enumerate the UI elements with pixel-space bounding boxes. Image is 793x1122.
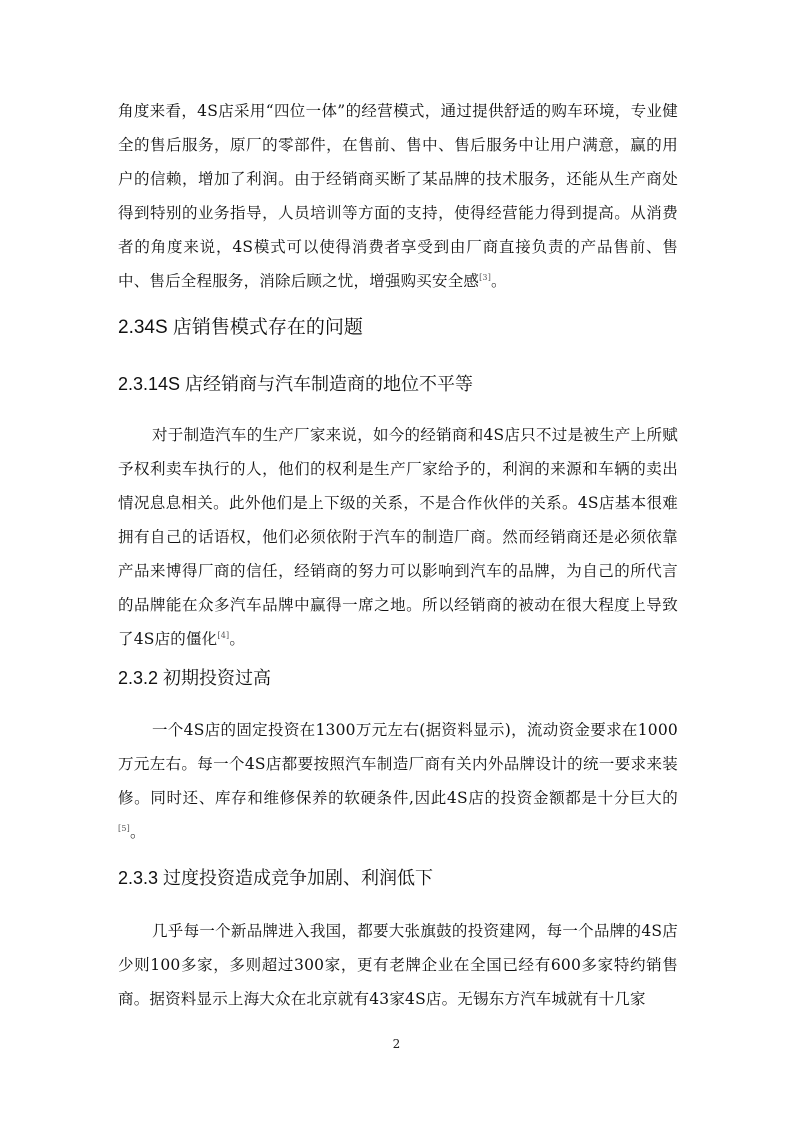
citation-marker: [3] xyxy=(479,272,492,282)
subsection-heading-2-3-1: 2.3.14S 店经销商与汽车制造商的地位不平等 xyxy=(118,374,474,394)
citation-marker: [4] xyxy=(217,630,230,640)
paragraph-text: 几乎每一个新品牌进入我国，都要大张旗鼓的投资建网，每一个品牌的4S店少则100多家，多则超过300家，更有老牌企业在全国已经有600多家特约销售商。据资料显示上海大众在北京就有43家4S店。无锡东方汽车城就有十几家 xyxy=(118,922,678,1008)
paragraph-4s-model-advantages xyxy=(118,94,678,298)
paragraph-end: 。 xyxy=(129,823,146,841)
paragraph-over-investment xyxy=(118,914,678,1016)
paragraph-end: 。 xyxy=(491,272,507,290)
paragraph-unequal-status xyxy=(118,418,678,656)
paragraph-high-investment xyxy=(118,713,678,849)
paragraph-end: 。 xyxy=(229,630,246,648)
paragraph-text: 对于制造汽车的生产厂家来说，如今的经销商和4S店只不过是被生产上所赋予权利卖车执行的人，他们的权利是生产厂家给予的，利润的来源和车辆的卖出情况息息相关。此外他们是上下级的关系，不是合作伙伴的关系。4S店基本很难拥有自己的话语权，他们必须依附于汽车的制造厂商。然而经销商还是必须依靠产品来博得厂商的信任，经销商的努力可以影响到汽车的品牌，为自己的所代言的品牌能在众多汽车品牌中赢得一席之地。所以经销商的被动在很大程度上导致了4S店的僵化 xyxy=(118,426,678,648)
citation-marker: [5] xyxy=(118,823,130,833)
paragraph-text: 角度来看，4S店采用“四位一体”的经营模式，通过提供舒适的购车环境，专业健全的售后服务，原厂的零部件，在售前、售中、售后服务中让用户满意，赢的用户的信赖，增加了利润。由于经销商买断了某品牌的技术服务，还能从生产商处得到特别的业务指导，人员培训等方面的支持，使得经营能力得到提高。从消费者的角度来说，4S模式可以使得消费者享受到由厂商直接负责的产品售前、售中、售后全程服务，消除后顾之忧，增强购买安全感 xyxy=(118,102,678,290)
subsection-heading-2-3-3: 2.3.3 过度投资造成竞争加剧、利润低下 xyxy=(118,868,434,888)
paragraph-text: 一个4S店的固定投资在1300万元左右(据资料显示)，流动资金要求在1000万元左右。每一个4S店都要按照汽车制造厂商有关内外品牌设计的统一要求来装修。同时还、库存和维修保养的软硬条件,因此4S店的投资金额都是十分巨大的 xyxy=(118,721,678,807)
subsection-heading-2-3-2: 2.3.2 初期投资过高 xyxy=(118,668,272,688)
section-heading-2-3: 2.34S 店销售模式存在的问题 xyxy=(118,317,363,338)
page-number: 2 xyxy=(392,1037,401,1051)
